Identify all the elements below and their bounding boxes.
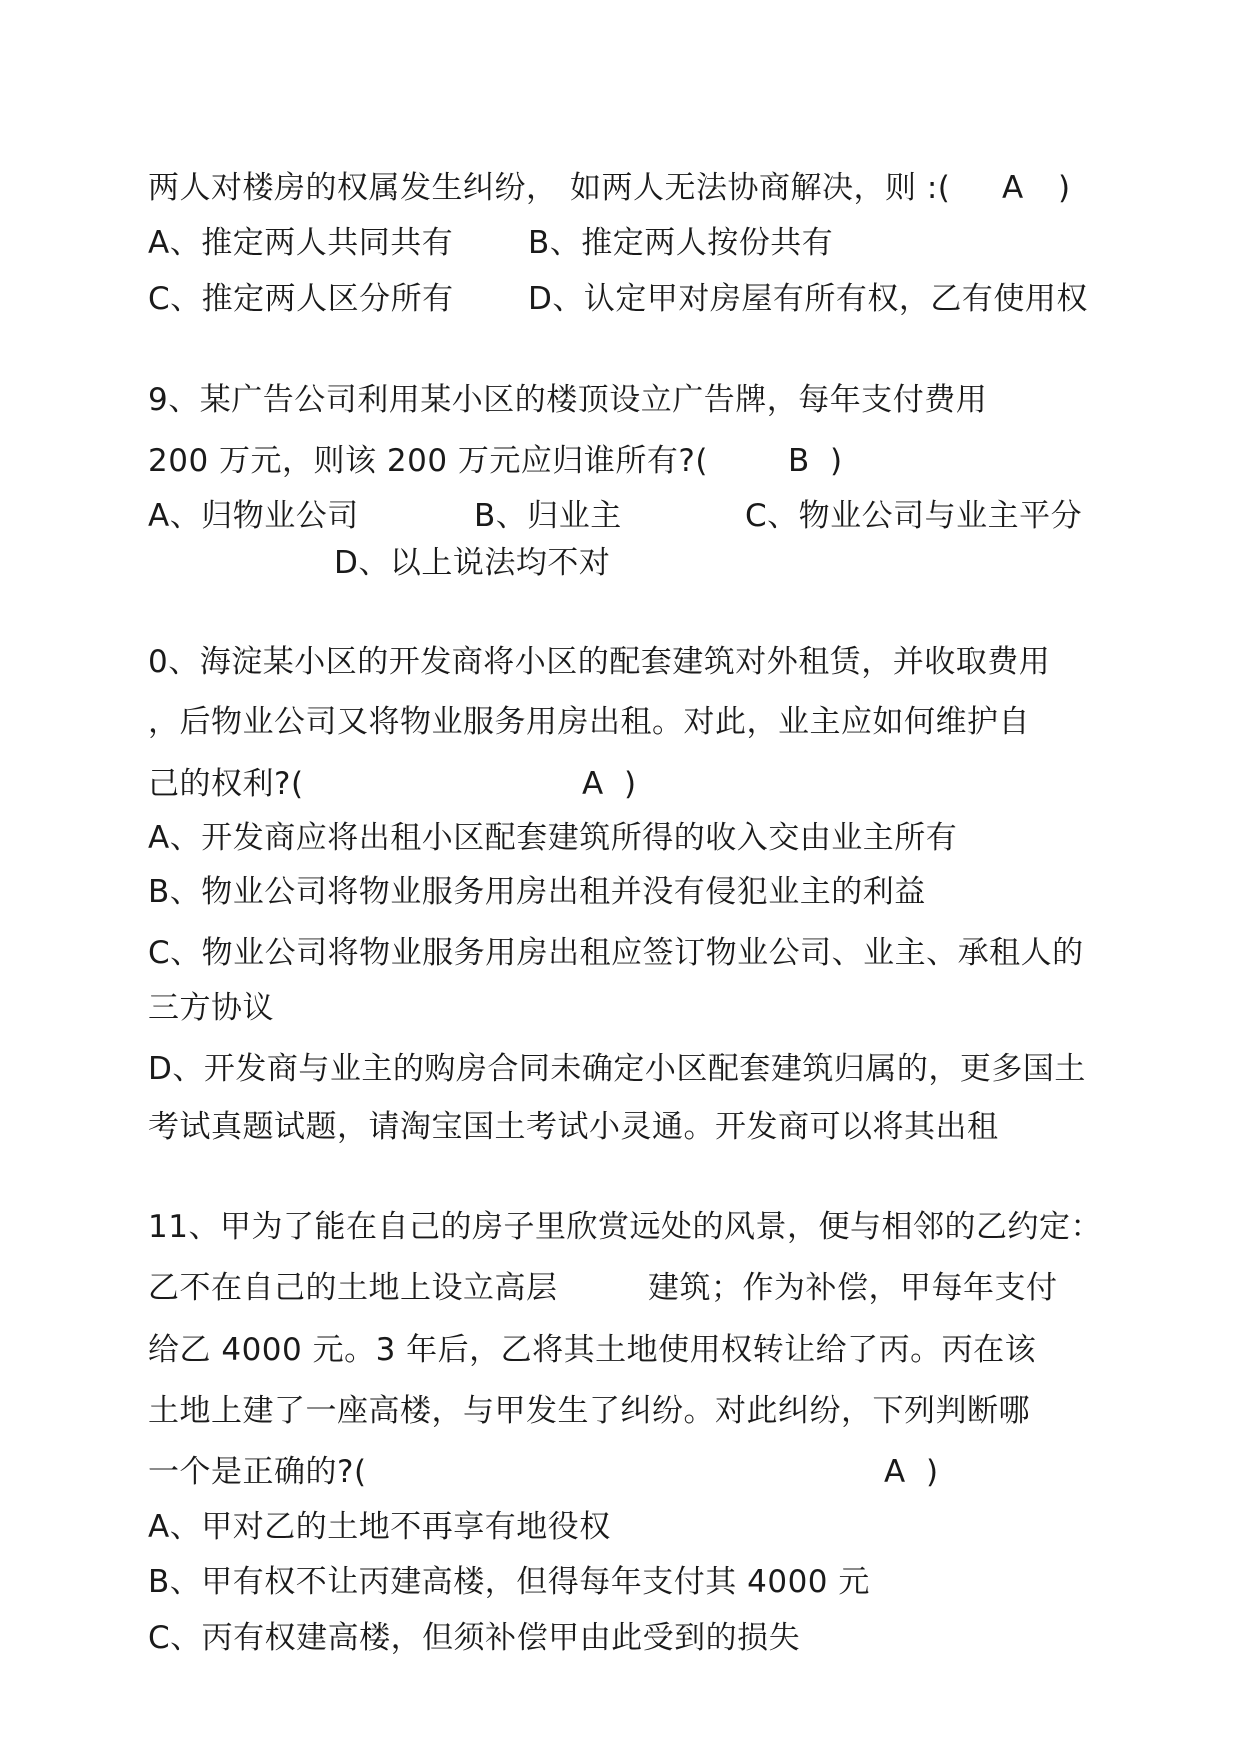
question-8-option-b: B、推定两人按份共有 — [528, 225, 834, 261]
question-8-option-c: C、推定两人区分所有 — [148, 281, 454, 317]
question-10-option-c-line1: C、物业公司将物业服务用房出租应签订物业公司、业主、承租人的 — [148, 935, 1084, 971]
question-11-stem-line5: 一个是正确的?( — [148, 1454, 367, 1490]
question-10-option-d-line2: 考试真题试题，请淘宝国土考试小灵通。开发商可以将其出租 — [148, 1109, 999, 1145]
question-9-stem-line1: 9、某广告公司利用某小区的楼顶设立广告牌，每年支付费用 — [148, 382, 988, 418]
question-8-answer: A — [1002, 170, 1024, 206]
question-11-stem-line2-part2: 建筑；作为补偿，甲每年支付 — [648, 1270, 1058, 1306]
question-8-option-a: A、推定两人共同共有 — [148, 225, 454, 261]
question-11-stem-line3: 给乙 4000 元。3 年后，乙将其土地使用权转让给了丙。丙在该 — [148, 1332, 1037, 1368]
question-9-close-paren: ) — [830, 443, 843, 479]
question-11-answer: A — [884, 1454, 906, 1490]
question-11-option-b: B、甲有权不让丙建高楼，但得每年支付其 4000 元 — [148, 1564, 870, 1600]
question-8-stem-part2: 如两人无法协商解决，则 :( — [570, 170, 951, 206]
question-10-answer: A — [582, 766, 604, 802]
question-10-close-paren: ) — [624, 766, 637, 802]
question-9-option-a: A、归物业公司 — [148, 498, 359, 534]
question-11-stem-line1: 11、甲为了能在自己的房子里欣赏远处的风景，便与相邻的乙约定： — [148, 1209, 1102, 1245]
question-8-stem-part1: 两人对楼房的权属发生纠纷， — [148, 170, 558, 206]
question-8-option-d: D、认定甲对房屋有所有权，乙有使用权 — [528, 281, 1088, 317]
question-11-option-a: A、甲对乙的土地不再享有地役权 — [148, 1509, 611, 1545]
question-10-option-a: A、开发商应将出租小区配套建筑所得的收入交由业主所有 — [148, 820, 958, 856]
question-11-close-paren: ) — [926, 1454, 939, 1490]
question-10-option-c-line2: 三方协议 — [148, 990, 274, 1026]
question-10-stem-line1: 0、海淀某小区的开发商将小区的配套建筑对外租赁，并收取费用 — [148, 644, 1051, 680]
question-10-stem-line2: ，后物业公司又将物业服务用房出租。对此，业主应如何维护自 — [148, 704, 1030, 740]
question-11-stem-line4: 土地上建了一座高楼，与甲发生了纠纷。对此纠纷，下列判断哪 — [148, 1393, 1030, 1429]
question-8-close-paren: ) — [1058, 170, 1071, 206]
question-11-stem-line2-part1: 乙不在自己的土地上设立高层 — [148, 1270, 558, 1306]
question-10-option-d-line1: D、开发商与业主的购房合同未确定小区配套建筑归属的，更多国土 — [148, 1051, 1086, 1087]
question-9-option-b: B、归业主 — [474, 498, 622, 534]
question-10-stem-line3: 己的权利?( — [148, 766, 304, 802]
question-9-option-d: D、以上说法均不对 — [334, 545, 611, 581]
question-10-option-b: B、物业公司将物业服务用房出租并没有侵犯业主的利益 — [148, 874, 926, 910]
question-9-option-c: C、物业公司与业主平分 — [745, 498, 1083, 534]
question-9-stem-line2: 200 万元，则该 200 万元应归谁所有?( — [148, 443, 708, 479]
question-11-option-c: C、丙有权建高楼，但须补偿甲由此受到的损失 — [148, 1620, 801, 1656]
question-9-answer: B — [788, 443, 810, 479]
